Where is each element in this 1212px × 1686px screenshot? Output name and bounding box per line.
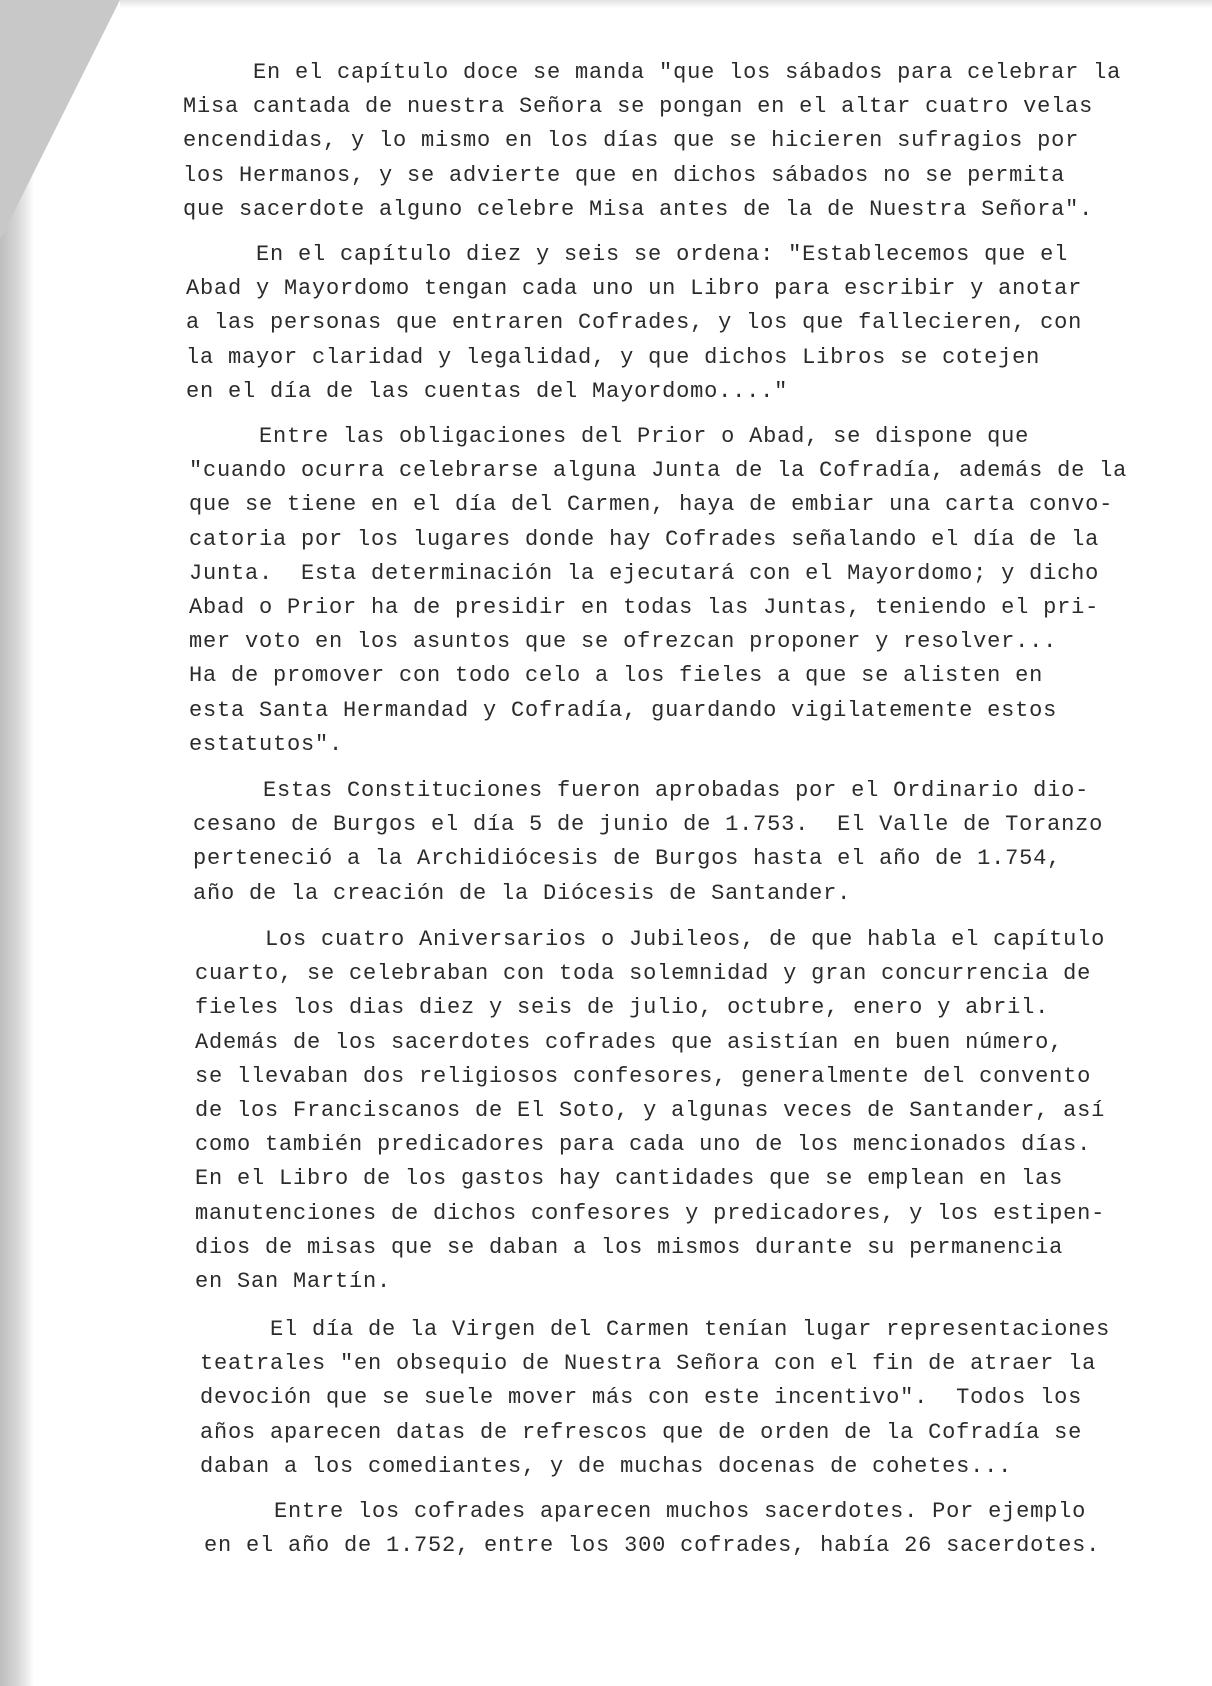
text-line: manutenciones de dichos confesores y predicadores, y los estipen- xyxy=(195,1200,1106,1226)
text-line: en el día de las cuentas del Mayordomo...." xyxy=(186,378,789,404)
text-line: devoción que se suele mover más con este incentivo". Todos los xyxy=(200,1385,1083,1411)
text-line: El día de la Virgen del Carmen tenían lugar representaciones xyxy=(270,1317,1111,1342)
page-fold-corner xyxy=(0,0,120,240)
text-line: en San Martín. xyxy=(195,1269,392,1295)
text-line: la mayor claridad y legalidad, y que dichos Libros se cotejen xyxy=(186,344,1041,370)
text-line: estatutos". xyxy=(189,731,344,757)
text-line: en el año de 1.752, entre los 300 cofrades, había 26 sacerdotes. xyxy=(204,1533,1101,1559)
paragraph-2 xyxy=(186,238,1082,409)
text-line: cesano de Burgos el día 5 de junio de 1.753. El Valle de Toranzo xyxy=(193,812,1104,838)
text-line: "cuando ocurra celebrarse alguna Junta de la Cofradía, además de la xyxy=(189,458,1128,484)
paragraph-6 xyxy=(200,1313,1110,1484)
text-line: años aparecen datas de refrescos que de orden de la Cofradía se xyxy=(200,1419,1083,1445)
paragraph-1 xyxy=(183,56,1121,227)
text-line: Abad o Prior ha de presidir en todas las Juntas, teniendo el pri- xyxy=(189,595,1100,621)
text-line: En el capítulo diez y seis se ordena: "Establecemos que el xyxy=(256,242,1069,267)
text-line: como también predicadores para cada uno de los mencionados días. xyxy=(195,1132,1092,1158)
text-line: Estas Constituciones fueron aprobadas por el Ordinario dio- xyxy=(263,778,1090,803)
text-line: En el capítulo doce se manda "que los sábados para celebrar la xyxy=(253,60,1122,85)
text-line: teatrales "en obsequio de Nuestra Señora con el fin de atraer la xyxy=(200,1351,1097,1377)
text-line: Junta. Esta determinación la ejecutará con el Mayordomo; y dicho xyxy=(189,560,1100,586)
text-line: dios de misas que se daban a los mismos durante su permanencia xyxy=(195,1234,1064,1260)
text-line: encendidas, y lo mismo en los días que se hicieren sufragios por xyxy=(183,128,1080,154)
text-line: Los cuatro Aniversarios o Jubileos, de que habla el capítulo xyxy=(265,927,1106,952)
text-line: a las personas que entraren Cofrades, y los que fallecieren, con xyxy=(186,310,1083,336)
text-line: Ha de promover con todo celo a los fieles a que se alisten en xyxy=(189,663,1044,689)
paragraph-4 xyxy=(193,774,1103,911)
text-line: fieles los dias diez y seis de julio, octubre, enero y abril. xyxy=(195,995,1050,1021)
scan-left-edge xyxy=(0,0,34,1686)
text-line: de los Franciscanos de El Soto, y algunas veces de Santander, así xyxy=(195,1098,1106,1124)
paragraph-7 xyxy=(204,1495,1100,1563)
text-line: mer voto en los asuntos que se ofrezcan proponer y resolver... xyxy=(189,629,1058,655)
text-line: daban a los comediantes, y de muchas docenas de cohetes... xyxy=(200,1453,1013,1479)
text-line: En el Libro de los gastos hay cantidades que se emplean en las xyxy=(195,1166,1064,1192)
text-line: año de la creación de la Diócesis de Santander. xyxy=(193,880,852,906)
text-line: esta Santa Hermandad y Cofradía, guardando vigilatemente estos xyxy=(189,697,1058,723)
scan-top-edge xyxy=(120,0,1212,8)
text-line: cuarto, se celebraban con toda solemnidad y gran concurrencia de xyxy=(195,961,1092,987)
text-line: catoria por los lugares donde hay Cofrades señalando el día de la xyxy=(189,526,1100,552)
paragraph-5 xyxy=(195,923,1105,1299)
text-line: Abad y Mayordomo tengan cada uno un Libro para escribir y anotar xyxy=(186,276,1083,302)
text-line: perteneció a la Archidiócesis de Burgos hasta el año de 1.754, xyxy=(193,846,1062,872)
text-line: que se tiene en el día del Carmen, haya de embiar una carta convo- xyxy=(189,492,1114,518)
text-line: se llevaban dos religiosos confesores, generalmente del convento xyxy=(195,1063,1092,1089)
text-line: Entre los cofrades aparecen muchos sacerdotes. Por ejemplo xyxy=(274,1499,1087,1524)
text-line: Además de los sacerdotes cofrades que asistían en buen número, xyxy=(195,1029,1064,1055)
text-line: que sacerdote alguno celebre Misa antes de la de Nuestra Señora". xyxy=(183,196,1094,222)
paragraph-3 xyxy=(189,420,1127,762)
text-line: Entre las obligaciones del Prior o Abad, se dispone que xyxy=(259,424,1030,449)
text-line: los Hermanos, y se advierte que en dichos sábados no se permita xyxy=(183,162,1066,188)
text-line: Misa cantada de nuestra Señora se pongan en el altar cuatro velas xyxy=(183,94,1094,120)
